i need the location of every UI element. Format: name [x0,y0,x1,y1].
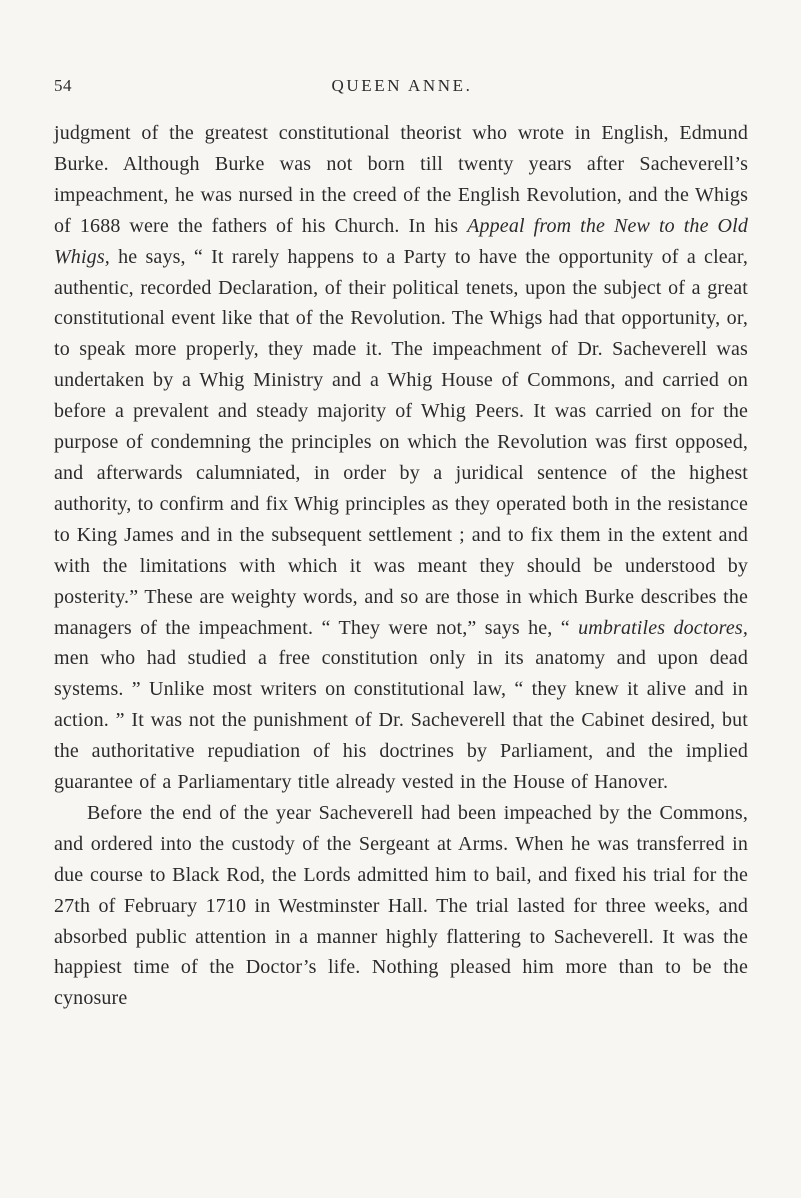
text-segment: Before the end of the year Sacheverell had been impeached by the Commons, and ordered into the custody of the Sergeant at Arms. When he was transferred in due course to Black Rod, the Lords admitted him to bail, and fixed his trial for the 27th of February 1710 in Westminster Hall. The trial lasted for three weeks, and absorbed public attention in a manner highly flattering to Sacheverell. It was the happiest time of the Doctor’s life. Nothing pleased him more than to be the cynosure [54,801,748,1010]
book-title-italic: Appeal from the New to the Old Whigs, [54,214,748,268]
text-segment: men who had studied a free constitution only in its anatomy and upon dead systems. ” Unlike most writers on constitutional law, “ they knew it alive and in action. ” It was not the punishment of Dr. Sacheverell that the Cabinet desired, but the authoritative repudiation of his doctrines by Parliament, and the implied guarantee of a Parliamentary title already vested in the House of Hanover. [54,647,748,794]
running-title: QUEEN ANNE. [331,76,473,95]
text-segment: judgment of the greatest constitutional theorist who wrote in English, Edmund Burke. Although Burke was not born till twenty years after Sacheverell’s impeachment, he was nursed in the creed of the English Revolution, and the Whigs of 1688 were the fathers of his Church. In his [54,122,748,237]
running-head [54,76,750,100]
paragraph-1 [54,118,748,798]
paragraph-2 [54,798,748,1014]
page-number: 54 [54,76,72,95]
body-text [54,118,748,1014]
text-segment: he says, “ It rarely happens to a Party to have the opportunity of a clear, authentic, recorded Declaration, of their political tenets, upon the subject of a great constitutional event like that of the Revolution. The Whigs had that opportunity, or, to speak more properly, they made it. The impeachment of Dr. Sacheverell was undertaken by a Whig Ministry and a Whig House of Commons, and carried on before a prevalent and steady majority of Whig Peers. It was carried on for the purpose of condemning the principles on which the Revolution was first opposed, and afterwards calumniated, in order by a juridical sentence of the highest authority, to confirm and fix Whig principles as they operated both in the resistance to King James and in the subsequent settlement ; and to fix them in the extent and with the limitations with which it was meant they should be understood by posterity.” These are weighty words, and so are those in which Burke describes the managers of the impeachment. “ They were not,” says he, “ [54,245,748,639]
latin-phrase-italic: umbratiles doctores, [578,616,748,639]
